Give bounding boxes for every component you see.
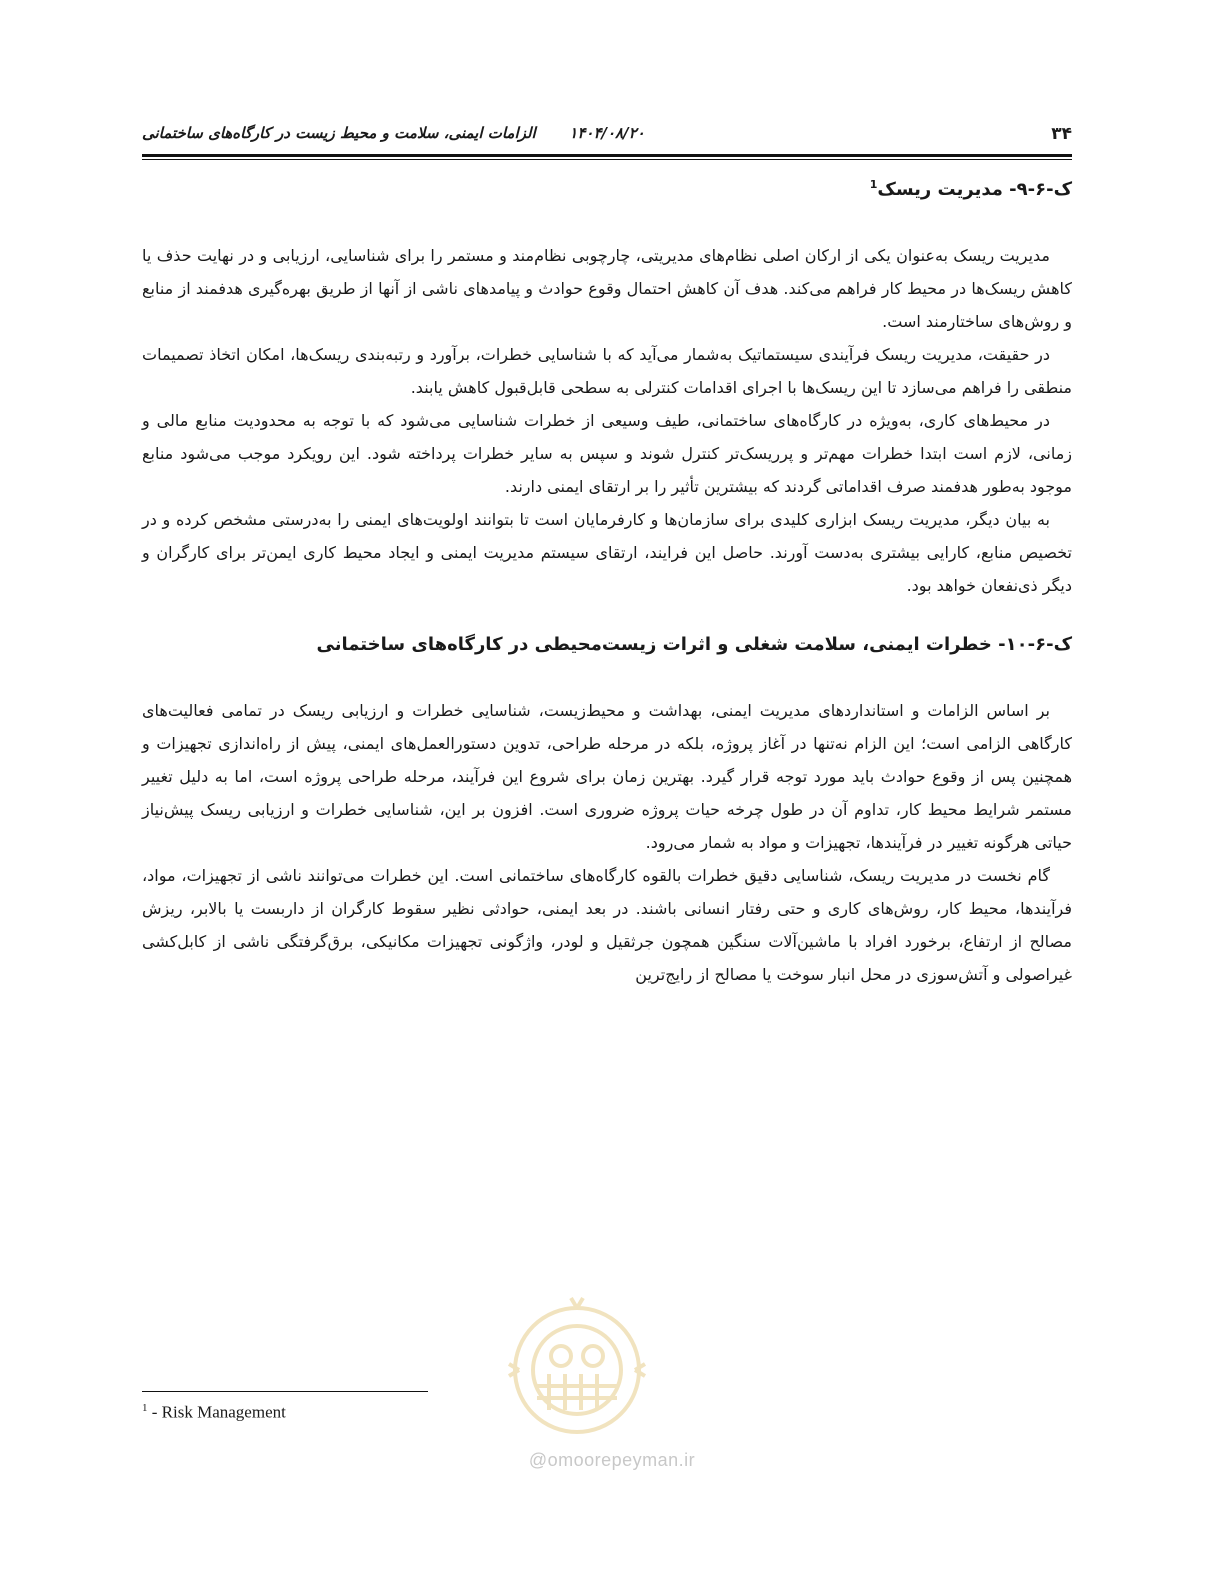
footnote-text: - Risk Management bbox=[147, 1402, 286, 1422]
footnote-reference: 1 bbox=[869, 178, 878, 191]
running-header bbox=[142, 120, 1072, 150]
paragraph: در حقیقت، مدیریت ریسک فرآیندی سیستماتیک به‌شمار می‌آید که با شناسایی خطرات، برآورد و رتبه‌بندی ریسک‌ها، امکان اتخاذ تصمیمات منطقی را فراهم می‌سازد تا این ریسک‌ها با اجرای اقدامات کنترلی به سطحی قابل‌قبول کاهش یابند. bbox=[142, 345, 1072, 397]
footnote-separator bbox=[142, 1391, 428, 1392]
paragraph: بر اساس الزامات و استانداردهای مدیریت ایمنی، بهداشت و محیط‌زیست، شناسایی خطرات و ارزیابی ریسک در تمامی فعالیت‌های کارگاهی الزامی است؛ این الزام نه‌تنها در آغاز پروژه، بلکه در مرحله طراحی، تدوین دستورالعمل‌های ایمنی، پیش از راه‌اندازی تجهیزات و همچنین پس از وقوع حوادث باید مورد توجه قرار گیرد. بهترین زمان برای شروع این فرآیند، مرحله طراحی پروژه است، اما به دلیل تغییر مستمر شرایط محیط کار، تداوم آن در طول چرخه حیات پروژه ضروری است. افزون بر این، شناسایی خطرات و ارزیابی ریسک پیش‌نیاز حیاتی هرگونه تغییر در فرآیندها، تجهیزات و مواد به شمار می‌رود. bbox=[142, 701, 1072, 852]
header-date: ۱۴۰۴/۰۸/۲۰ bbox=[569, 124, 645, 142]
page-body bbox=[142, 168, 1072, 991]
gear-seal-logo-icon bbox=[497, 1290, 657, 1450]
header-rule bbox=[142, 154, 1072, 160]
page-number: ۳۴ bbox=[1051, 124, 1072, 144]
paragraph: در محیط‌های کاری، به‌ویژه در کارگاه‌های ساختمانی، طیف وسیعی از خطرات شناسایی می‌شود که با توجه به محدودیت منابع مالی و زمانی، لازم است ابتدا خطرات مهم‌تر و پرریسک‌تر کنترل شوند و سپس به سایر خطرات پرداخته شود. این رویکرد موجب می‌شود منابع موجود به‌طور هدفمند صرف اقداماتی گردند که بیشترین تأثیر را بر ارتقای ایمنی دارند. bbox=[142, 411, 1072, 496]
section-heading-9-text: ک-۶-۹- مدیریت ریسک bbox=[877, 179, 1072, 200]
footnote-number: 1 bbox=[142, 1402, 148, 1414]
section-heading-9 bbox=[142, 168, 1072, 207]
paragraph: گام نخست در مدیریت ریسک، شناسایی دقیق خطرات بالقوه کارگاه‌های ساختمانی است. این خطرات می‌توانند ناشی از تجهیزات، مواد، فرآیندها، محیط کار، روش‌های کاری و حتی رفتار انسانی باشند. در بعد ایمنی، حوادثی نظیر سقوط کارگران از داربست یا بالابر، ریزش مصالح از ارتفاع، برخورد افراد با ماشین‌آلات سنگین همچون جرثقیل و لودر، واژگونی تجهیزات مکانیکی، برق‌گرفتگی ناشی از کابل‌کشی غیراصولی و آتش‌سوزی در محل انبار سوخت یا مصالح از رایج‌ترین bbox=[142, 866, 1072, 984]
paragraph: به بیان دیگر، مدیریت ریسک ابزاری کلیدی برای سازمان‌ها و کارفرمایان است تا بتوانند اولویت‌های ایمنی را به‌درستی مشخص کرده و در تخصیص منابع، کارایی بیشتری به‌دست آورند. حاصل این فرایند، ارتقای سیستم مدیریت ایمنی و ایجاد محیط کاری ایمن‌تر برای کارگران و دیگر ذی‌نفعان خواهد بود. bbox=[142, 510, 1072, 595]
header-title: الزامات ایمنی، سلامت و محیط زیست در کارگاه‌های ساختمانی bbox=[142, 124, 536, 142]
section-heading-10: ک-۶-۱۰- خطرات ایمنی، سلامت شغلی و اثرات زیست‌محیطی در کارگاه‌های ساختمانی bbox=[316, 634, 1072, 655]
footnote bbox=[142, 1402, 286, 1423]
watermark-text: @omoorepeyman.ir bbox=[528, 1450, 696, 1470]
paragraph: مدیریت ریسک به‌عنوان یکی از ارکان اصلی نظام‌های مدیریتی، چارچوبی نظام‌مند و مستمر را برای شناسایی، ارزیابی و در نهایت حذف یا کاهش ریسک‌ها در محیط کار فراهم می‌کند. هدف آن کاهش احتمال وقوع حوادث و پیامدهای ناشی از آنها از طریق بهره‌گیری هدفمند از منابع و روش‌های ساختارمند است. bbox=[142, 246, 1072, 331]
